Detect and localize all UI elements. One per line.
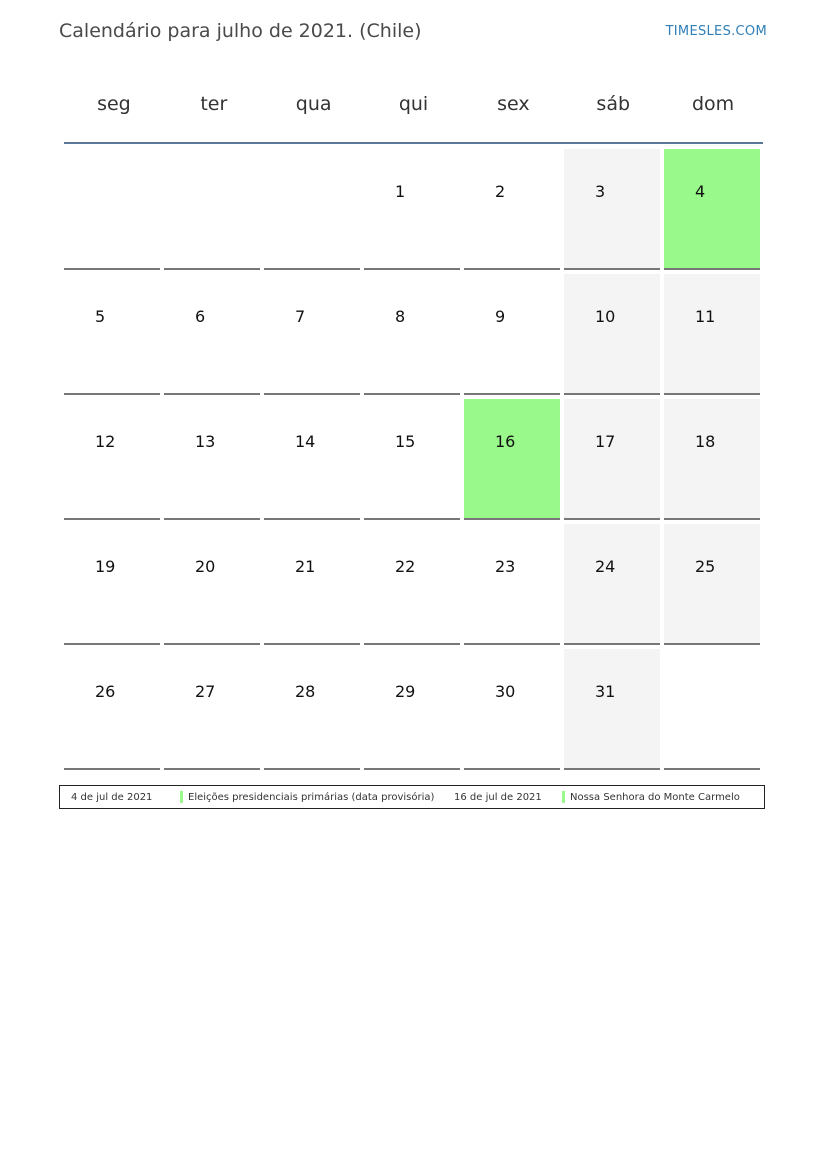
weekday-label: dom (691, 93, 735, 115)
weekday-label: seg (97, 93, 131, 115)
day-cell[interactable] (164, 649, 260, 770)
day-number: 27 (195, 682, 216, 701)
day-cell[interactable] (264, 649, 360, 770)
day-number: 29 (395, 682, 416, 701)
weekday-label: ter (200, 93, 228, 115)
week-row (64, 274, 764, 399)
day-cell[interactable] (564, 274, 660, 395)
week-row (64, 524, 764, 649)
day-number: 12 (95, 432, 116, 451)
day-cell[interactable] (464, 399, 560, 520)
empty-day-cell (664, 649, 760, 770)
day-cell[interactable] (664, 274, 760, 395)
day-cell[interactable] (64, 649, 160, 770)
day-number: 24 (595, 557, 616, 576)
day-cell[interactable] (364, 649, 460, 770)
day-number: 4 (695, 182, 706, 201)
header-divider (64, 142, 763, 144)
day-number: 22 (395, 557, 416, 576)
day-number: 6 (195, 307, 206, 326)
brand-link[interactable]: TIMESLES.COM (665, 24, 767, 39)
day-cell[interactable] (564, 399, 660, 520)
day-number: 20 (195, 557, 216, 576)
calendar-grid (64, 149, 764, 774)
day-number: 21 (295, 557, 316, 576)
day-number: 11 (695, 307, 716, 326)
day-cell[interactable] (164, 524, 260, 645)
day-number: 28 (295, 682, 316, 701)
day-number: 15 (395, 432, 416, 451)
day-cell[interactable] (464, 524, 560, 645)
day-cell[interactable] (64, 274, 160, 395)
legend-holiday-name: Eleições presidenciais primárias (data provisória) (188, 792, 435, 803)
day-cell[interactable] (164, 274, 260, 395)
day-number: 1 (395, 182, 406, 201)
day-number: 17 (595, 432, 616, 451)
day-number: 5 (95, 307, 106, 326)
day-number: 26 (95, 682, 116, 701)
empty-day-cell (264, 149, 360, 270)
day-cell[interactable] (364, 149, 460, 270)
empty-day-cell (164, 149, 260, 270)
day-number: 19 (95, 557, 116, 576)
legend-color-swatch (562, 791, 565, 803)
day-cell[interactable] (664, 524, 760, 645)
day-number: 8 (395, 307, 406, 326)
week-row (64, 649, 764, 774)
week-row (64, 399, 764, 524)
day-number: 9 (495, 307, 506, 326)
day-number: 10 (595, 307, 616, 326)
empty-day-cell (64, 149, 160, 270)
day-cell[interactable] (364, 524, 460, 645)
day-number: 23 (495, 557, 516, 576)
day-cell[interactable] (464, 274, 560, 395)
day-cell[interactable] (564, 649, 660, 770)
page-title: Calendário para julho de 2021. (Chile) (59, 20, 422, 42)
day-number: 13 (195, 432, 216, 451)
day-number: 30 (495, 682, 516, 701)
day-number: 16 (495, 432, 516, 451)
legend-holiday-name: Nossa Senhora do Monte Carmelo (570, 792, 740, 803)
day-cell[interactable] (364, 399, 460, 520)
week-row (64, 149, 764, 274)
day-number: 2 (495, 182, 506, 201)
day-cell[interactable] (264, 399, 360, 520)
weekday-label: sáb (596, 93, 631, 115)
weekday-label: qua (295, 93, 332, 115)
day-cell[interactable] (464, 149, 560, 270)
weekday-label: qui (398, 93, 429, 115)
day-cell[interactable] (564, 524, 660, 645)
day-cell[interactable] (264, 274, 360, 395)
legend-date: 16 de jul de 2021 (454, 792, 542, 803)
legend-date: 4 de jul de 2021 (71, 792, 153, 803)
day-cell[interactable] (264, 524, 360, 645)
day-number: 25 (695, 557, 716, 576)
day-cell[interactable] (664, 149, 760, 270)
day-number: 7 (295, 307, 306, 326)
day-cell[interactable] (564, 149, 660, 270)
day-number: 18 (695, 432, 716, 451)
holiday-legend (59, 785, 765, 809)
day-number: 3 (595, 182, 606, 201)
day-number: 31 (595, 682, 616, 701)
day-cell[interactable] (164, 399, 260, 520)
day-cell[interactable] (64, 524, 160, 645)
day-cell[interactable] (64, 399, 160, 520)
legend-color-swatch (180, 791, 183, 803)
day-cell[interactable] (664, 399, 760, 520)
day-cell[interactable] (464, 649, 560, 770)
weekday-label: sex (497, 93, 530, 115)
day-cell[interactable] (364, 274, 460, 395)
weekday-header (64, 84, 763, 142)
day-number: 14 (295, 432, 316, 451)
